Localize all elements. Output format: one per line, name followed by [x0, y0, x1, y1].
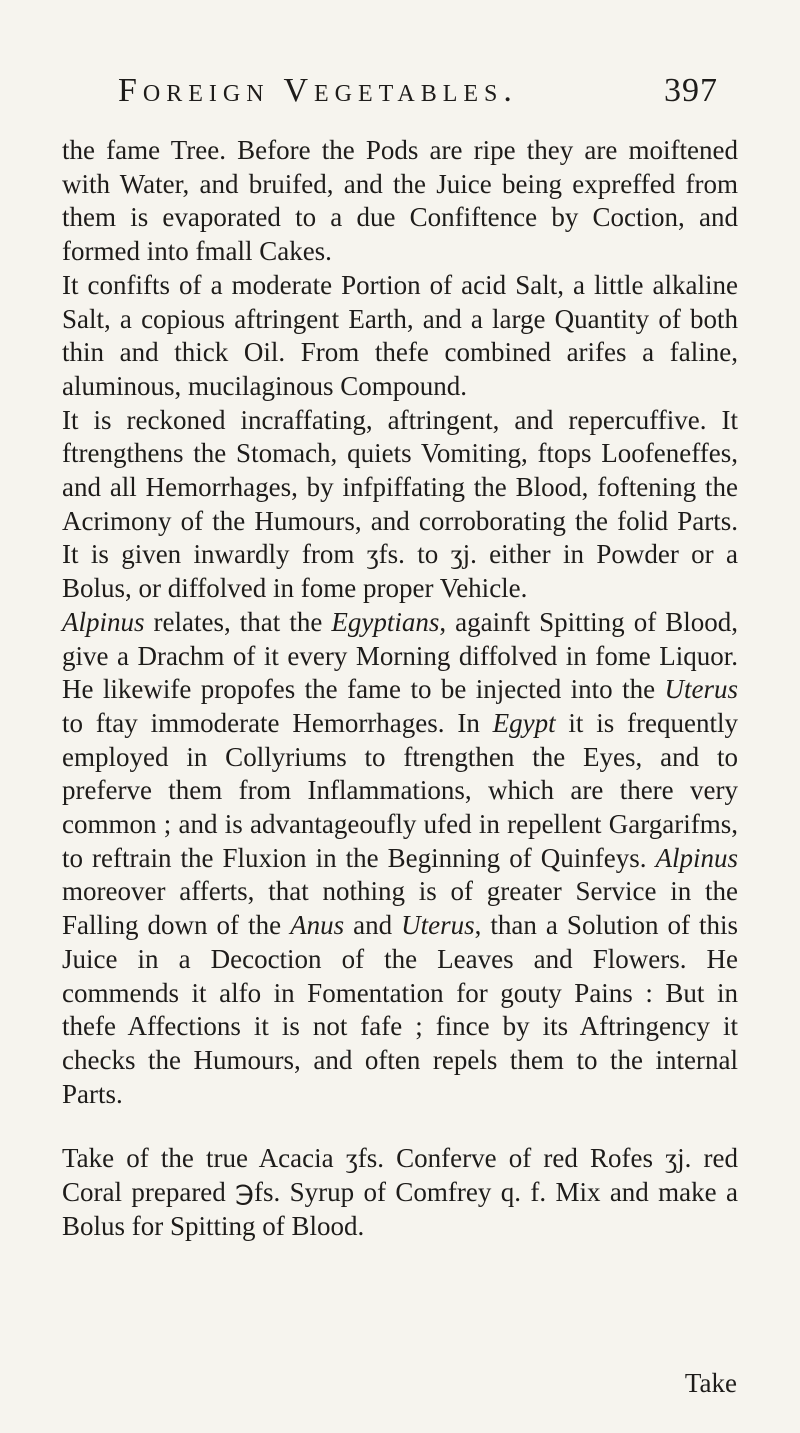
paragraph-composition: [62, 269, 738, 404]
italic-run: Egyptians: [331, 606, 440, 637]
catchword: Take: [684, 1368, 737, 1398]
text-run: it is frequently employed in Collyriums to ftrengthen the Eyes, and to preferve them from Inflammations, which are there very common ; and is advantageoufly ufed in repellent Gargarifms, to reftrain the Fluxion in the Beginning of Quinfeys.: [62, 707, 739, 873]
italic-run: Anus: [290, 910, 345, 941]
paragraph-preparation: [62, 134, 738, 269]
italic-run: Uterus: [664, 674, 738, 705]
paragraph-virtues: [62, 404, 738, 606]
paragraph-alpinus: [62, 606, 738, 1112]
text-run: moreover afferts, that nothing is of greater Service in the Falling down of the: [62, 876, 738, 941]
text-run: relates, that the: [144, 606, 332, 637]
text-run: the fame Tree. Before the Pods are ripe they are moiftened with Water, and bruifed, and the Juice being expreffed from them is evaporated to a due Confiftence by Coction, and formed into fmall Cakes.: [62, 135, 738, 267]
text-run: to ftay immoderate Hemorrhages. In: [62, 707, 493, 738]
text-run: It is reckoned incraffating, aftringent, and repercuffive. It ftrengthens the Stomach, quiets Vomiting, ftops Loofeneffes, and all Hemorrhages, by infpiffating the Blood, foftening the Acrimony of the Humours, and corroborating the folid Parts. It is given inwardly from ʒfs. to ʒj. either in Powder or a Bolus, or diffolved in fome proper Vehicle.: [62, 404, 738, 604]
text-run: Take of the true Acacia ʒfs. Conferve of red Rofes ʒj. red Coral prepared ℈fs. Syrup of Comfrey q. f. Mix and make a Bolus for Spitting of Blood.: [62, 1143, 738, 1241]
running-head-title: Foreign Vegetables.: [118, 72, 518, 109]
body-text: [62, 134, 738, 1244]
text-run: and: [344, 910, 402, 941]
text-run: It confifts of a moderate Portion of acid Salt, a little alkaline Salt, a copious aftringent Earth, and a large Quantity of both thin and thick Oil. From thefe combined arifes a faline, aluminous, mucilaginous Compound.: [62, 269, 738, 401]
page-number: 397: [664, 72, 718, 109]
italic-run: Alpinus: [62, 606, 145, 637]
italic-run: Alpinus: [655, 842, 738, 873]
running-head: [118, 72, 718, 122]
italic-run: Egypt: [492, 707, 556, 738]
text-run: , againft Spitting of Blood, give a Drachm of it every Morning diffolved in fome Liquor. He likewife propofes the fame to be injected into the: [62, 606, 738, 705]
text-run: , than a Solution of this Juice in a Decoction of the Leaves and Flowers. He commends it alfo in Fomentation for gouty Pains : But in thefe Affections it is not fafe ; fince by its Aftringency it checks the Humours, and often repels them to the internal Parts.: [62, 910, 739, 1109]
paragraph-recipe: [62, 1142, 738, 1243]
italic-run: Uterus: [401, 910, 475, 941]
